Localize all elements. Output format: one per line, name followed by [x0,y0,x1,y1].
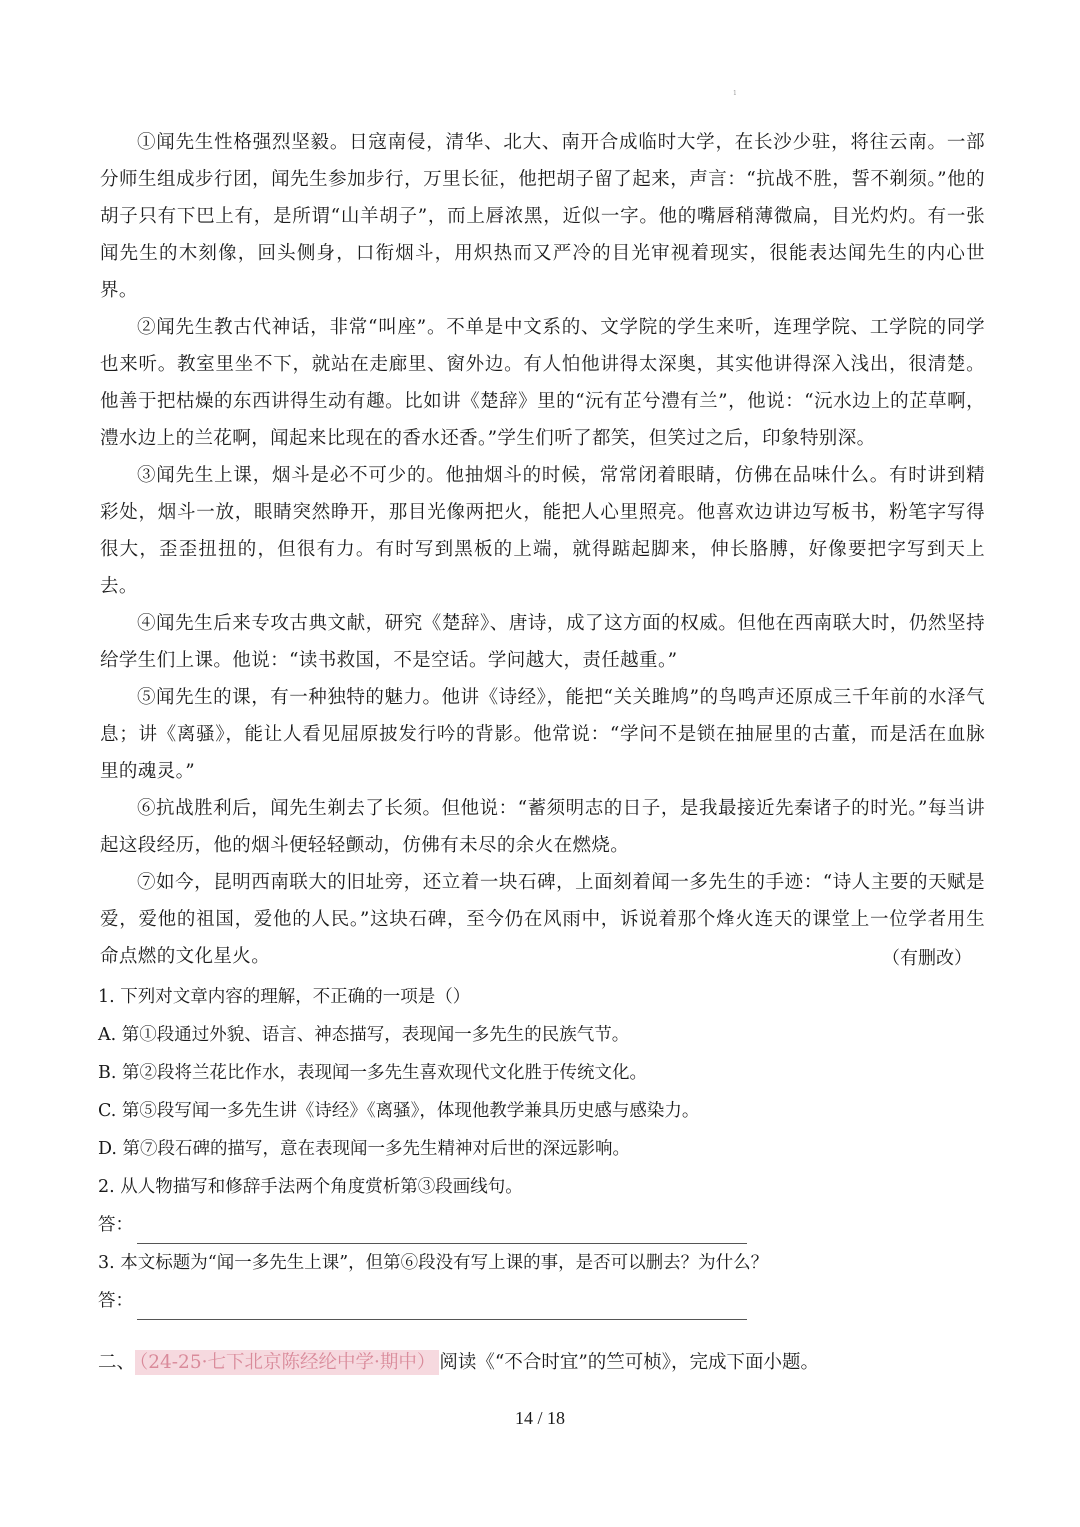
paragraph-6: ⑥抗战胜利后，闻先生剃去了长须。但他说：“蓄须明志的日子，是我最接近先秦诸子的时光。”每当讲起这段经历，他的烟斗便轻轻颤动，仿佛有未尽的余火在燃烧。 [100,798,985,856]
question-3: 3. 本文标题为“闻一多先生上课”，但第⑥段没有写上课的事，是否可以删去？为什么？ [98,1253,769,1273]
source-tag: （24-25·七下北京陈经纶中学·期中） [135,1350,439,1375]
question-1-option-d: D. 第⑦段石碑的描写，意在表现闻一多先生精神对后世的深远影响。 [98,1139,631,1159]
answer-line[interactable] [137,1215,747,1244]
article-body [100,124,985,975]
paragraph-7: ⑦如今，昆明西南联大的旧址旁，还立着一块石碑，上面刻着闻一多先生的手迹：“诗人主要的天赋是爱，爱他的祖国，爱他的人民。”这块石碑，至今仍在风雨中，诉说着那个烽火连天的课堂上一位学者用生命点燃的文化星火。 [100,872,985,967]
source-note: （有删改） [882,948,972,969]
answer-label: 答： [98,1291,133,1311]
answer-label: 答： [98,1215,133,1235]
answer-line[interactable] [137,1291,747,1320]
paragraph-2: ②闻先生教古代神话，非常“叫座”。不单是中文系的、文学院的学生来听，连理学院、工学院的同学也来听。教室里坐不下，就站在走廊里、窗外边。有人怕他讲得太深奥，其实他讲得深入浅出，很清楚。他善于把枯燥的东西讲得生动有趣。比如讲《楚辞》里的“沅有芷兮澧有兰”，他说：“沅水边上的芷草啊，澧水边上的兰花啊，闻起来比现在的香水还香。”学生们听了都笑，但笑过之后，印象特别深。 [100,317,985,449]
section-instruction: 阅读《“不合时宜”的竺可桢》，完成下面小题。 [439,1352,820,1373]
answer-row-3 [98,1282,978,1320]
questions-section [98,978,978,1320]
paragraph-4: ④闻先生后来专攻古典文献，研究《楚辞》、唐诗，成了这方面的权威。但他在西南联大时，仍然坚持给学生们上课。他说：“读书救国，不是空话。学问越大，责任越重。” [100,613,985,671]
question-1: 1. 下列对文章内容的理解，不正确的一项是（） [98,987,471,1007]
question-1-option-b: B. 第②段将兰花比作水，表现闻一多先生喜欢现代文化胜于传统文化。 [98,1063,647,1083]
paragraph-3: ③闻先生上课，烟斗是必不可少的。他抽烟斗的时候，常常闭着眼睛，仿佛在品味什么。有时讲到精彩处，烟斗一放，眼睛突然睁开，那目光像两把火，能把人心里照亮。他喜欢边讲边写板书，粉笔字写得很大，歪歪扭扭的，但很有力。有时写到黑板的上端，就得踮起脚来，伸长胳膊，好像要把字写到天上去。 [100,465,985,597]
paragraph-5: ⑤闻先生的课，有一种独特的魅力。他讲《诗经》，能把“关关雎鸠”的鸟鸣声还原成三千年前的水泽气息；讲《离骚》，能让人看见屈原披发行吟的背影。他常说：“学问不是锁在抽屉里的古董，而是活在血脉里的魂灵。” [100,687,985,782]
question-1-option-c: C. 第⑤段写闻一多先生讲《诗经》《离骚》，体现他教学兼具历史感与感染力。 [98,1101,700,1121]
question-2: 2. 从人物描写和修辞手法两个角度赏析第③段画线句。 [98,1177,523,1197]
question-1-option-a: A. 第①段通过外貌、语言、神态描写，表现闻一多先生的民族气节。 [98,1025,630,1045]
section-2-heading [98,1345,819,1381]
paragraph-1: ①闻先生性格强烈坚毅。日寇南侵，清华、北大、南开合成临时大学，在长沙少驻，将往云南。一部分师生组成步行团，闻先生参加步行，万里长征，他把胡子留了起来，声言：“抗战不胜，誓不剃须。”他的胡子只有下巴上有，是所谓“山羊胡子”，而上唇浓黑，近似一字。他的嘴唇稍薄微扁，目光灼灼。有一张闻先生的木刻像，回头侧身，口衔烟斗，用炽热而又严冷的目光审视着现实，很能表达闻先生的内心世界。 [100,132,985,301]
header-mark: 1 [733,90,737,97]
section-number: 二、 [98,1352,136,1373]
answer-row-2 [98,1206,978,1244]
page-number: 14 / 18 [514,1408,565,1428]
